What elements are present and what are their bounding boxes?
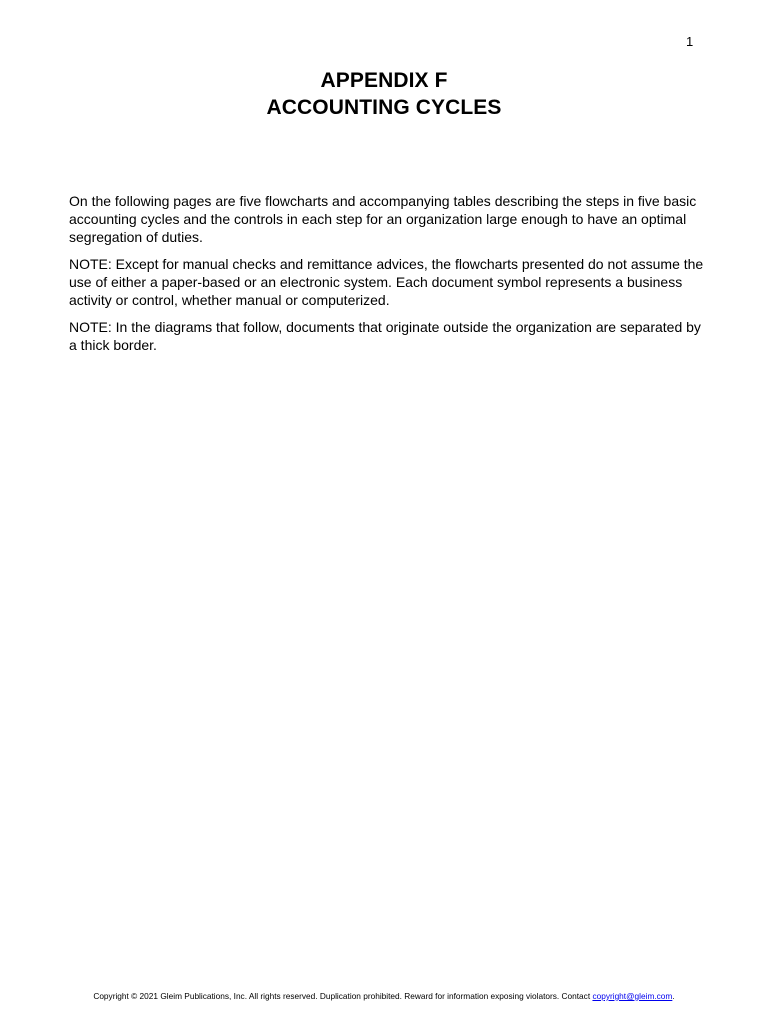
copyright-trailing: .: [672, 991, 675, 1001]
note-paragraph-thick-border: NOTE: In the diagrams that follow, documents that originate outside the organization are separated by a thick border.: [69, 319, 701, 353]
intro-paragraph: On the following pages are five flowcharts and accompanying tables describing the steps in five basic accounting cycles and the controls in each step for an organization large enough to have an optimal segregation of duties.: [69, 193, 697, 245]
page-number: 1: [686, 34, 694, 49]
title-accounting-cycles: ACCOUNTING CYCLES: [266, 96, 502, 119]
copyright-email-link[interactable]: copyright@gleim.com: [592, 991, 673, 1001]
page-title: [0, 67, 768, 121]
copyright-text: Copyright © 2021 Gleim Publications, Inc. All rights reserved. Duplication prohibited. Reward for information exposing violators. Contact: [93, 991, 593, 1001]
title-appendix: APPENDIX F: [320, 69, 448, 92]
copyright-footer: [0, 990, 768, 1002]
body-text: [69, 192, 709, 363]
note-paragraph-documents: NOTE: Except for manual checks and remittance advices, the flowcharts presented do not assume the use of either a paper-based or an electronic system. Each document symbol represents a business activity or control, whether manual or computerized.: [69, 256, 704, 308]
